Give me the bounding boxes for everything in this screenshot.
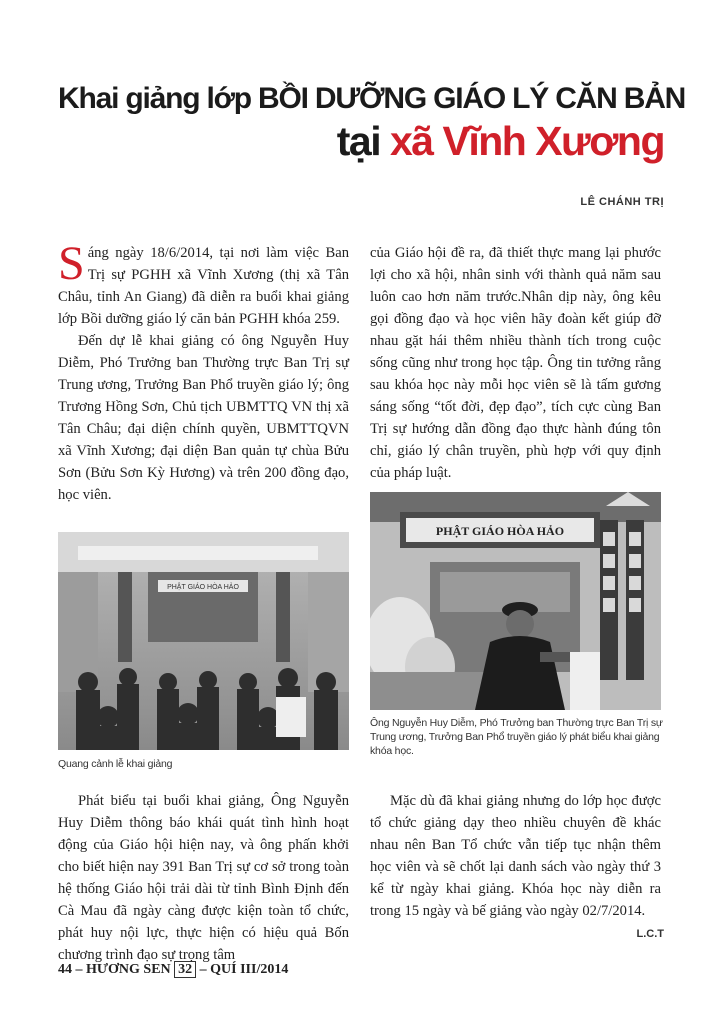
paragraph-attendees: Đến dự lễ khai giảng có ông Nguyễn Huy Diễm, Phó Trưởng ban Thường trực Ban Trị sự Trung ương, Trưởng Ban Phổ truyền giáo lý; ông Trương Hồng Sơn, Chủ tịch UBMTTQ VN thị xã Tân Châu; đại diện chính quyền, UBMTTQVN xã Vĩnh Xương; đại diện Ban quản tự chùa Bửu Sơn (Bửu Sơn Kỳ Hương) và trên 200 đồng đạo, học viên. [58, 333, 349, 503]
footer-quarter: – QUÍ III/2014 [196, 962, 289, 977]
photo-speaker [370, 492, 661, 710]
paragraph-closing: Mặc dù đã khai giảng nhưng do lớp học được tổ chức giảng dạy theo nhiều chuyên đề khác nhau nên Ban Tổ chức vẫn tiếp tục nhận thêm học viên và sẽ chốt lại danh sách vào ngày thứ 3 kể từ ngày khai giảng. Khóa học này diễn ra trong 15 ngày và bế giảng vào ngày 02/7/2014. [370, 793, 661, 919]
caption-photo-2: Ông Nguyễn Huy Diễm, Phó Trưởng ban Thường trực Ban Trị sự Trung ương, Trưởng Ban Phổ truyền giáo lý phát biểu khai giảng khóa học. [370, 717, 663, 757]
banner-text-2: PHẬT GIÁO HÒA HẢO [435, 524, 565, 538]
article-title-prefix: tại [336, 118, 390, 164]
footer-issue-number: 32 [174, 961, 196, 978]
caption-photo-1: Quang cảnh lễ khai giảng [58, 758, 173, 770]
column-left-bottom [58, 790, 349, 966]
page-footer [58, 961, 288, 978]
banner-text-1: PHẬT GIÁO HÒA HẢO [167, 584, 239, 591]
paragraph-speech: Phát biểu tại buổi khai giảng, Ông Nguyễn Huy Diễm thông báo khái quát tình hình hoạt động của Giáo hội hiện nay, và ông phấn khởi cho biết hiện nay 391 Ban Trị sự cơ sở trong toàn hệ thống Giáo hội trải dài từ tỉnh Bình Định đến Cà Mau đã ngày càng được kiện toàn tổ chức, phát huy nội lực, thực hiện có hiệu quả Bốn chương trình đạo sự trọng tâm [58, 793, 349, 963]
article-title-line2 [337, 118, 664, 165]
paragraph-intro-text: áng ngày 18/6/2014, tại nơi làm việc Ban Trị sự PGHH xã Vĩnh Xương (thị xã Tân Châu, tỉnh An Giang) đã diễn ra buổi khai giảng lớp Bồi dưỡng giáo lý căn bản PGHH khóa 259. [58, 245, 349, 327]
photo-ceremony-scene [58, 532, 349, 750]
drop-cap: S [58, 237, 85, 290]
article-signature: L.C.T [636, 928, 664, 940]
article-title-location: xã Vĩnh Xương [390, 118, 664, 164]
article-title-line1: Khai giảng lớp BỒI DƯỠNG GIÁO LÝ CĂN BẢN [58, 82, 686, 115]
column-right-top [370, 242, 661, 484]
footer-page-prefix: 44 – HƯƠNG SEN [58, 962, 175, 977]
column-right-bottom [370, 790, 661, 922]
column-left-top [58, 237, 349, 506]
paragraph-continuation: của Giáo hội đề ra, đã thiết thực mang lại phước lợi cho xã hội, nhân sinh với thành quả năm sau luôn cao hơn năm trước.Nhân dịp này, ông kêu gọi đồng đạo và học viên hãy đoàn kết giúp đỡ nhau gặt hái thêm nhiều thành tích trong cuộc sống cũng như trong học tập. Ông tin tưởng rằng sau khóa học này mỗi học viên sẽ là tấm gương sáng sống “tốt đời, đẹp đạo”, tích cực cùng Ban Trị sự hướng dẫn đồng đạo thực hành đúng tôn chỉ, giáo lý chân truyền, phù hợp với quy định của pháp luật. [370, 245, 661, 481]
author-byline: LÊ CHÁNH TRỊ [580, 196, 664, 208]
paragraph-intro [58, 237, 349, 330]
